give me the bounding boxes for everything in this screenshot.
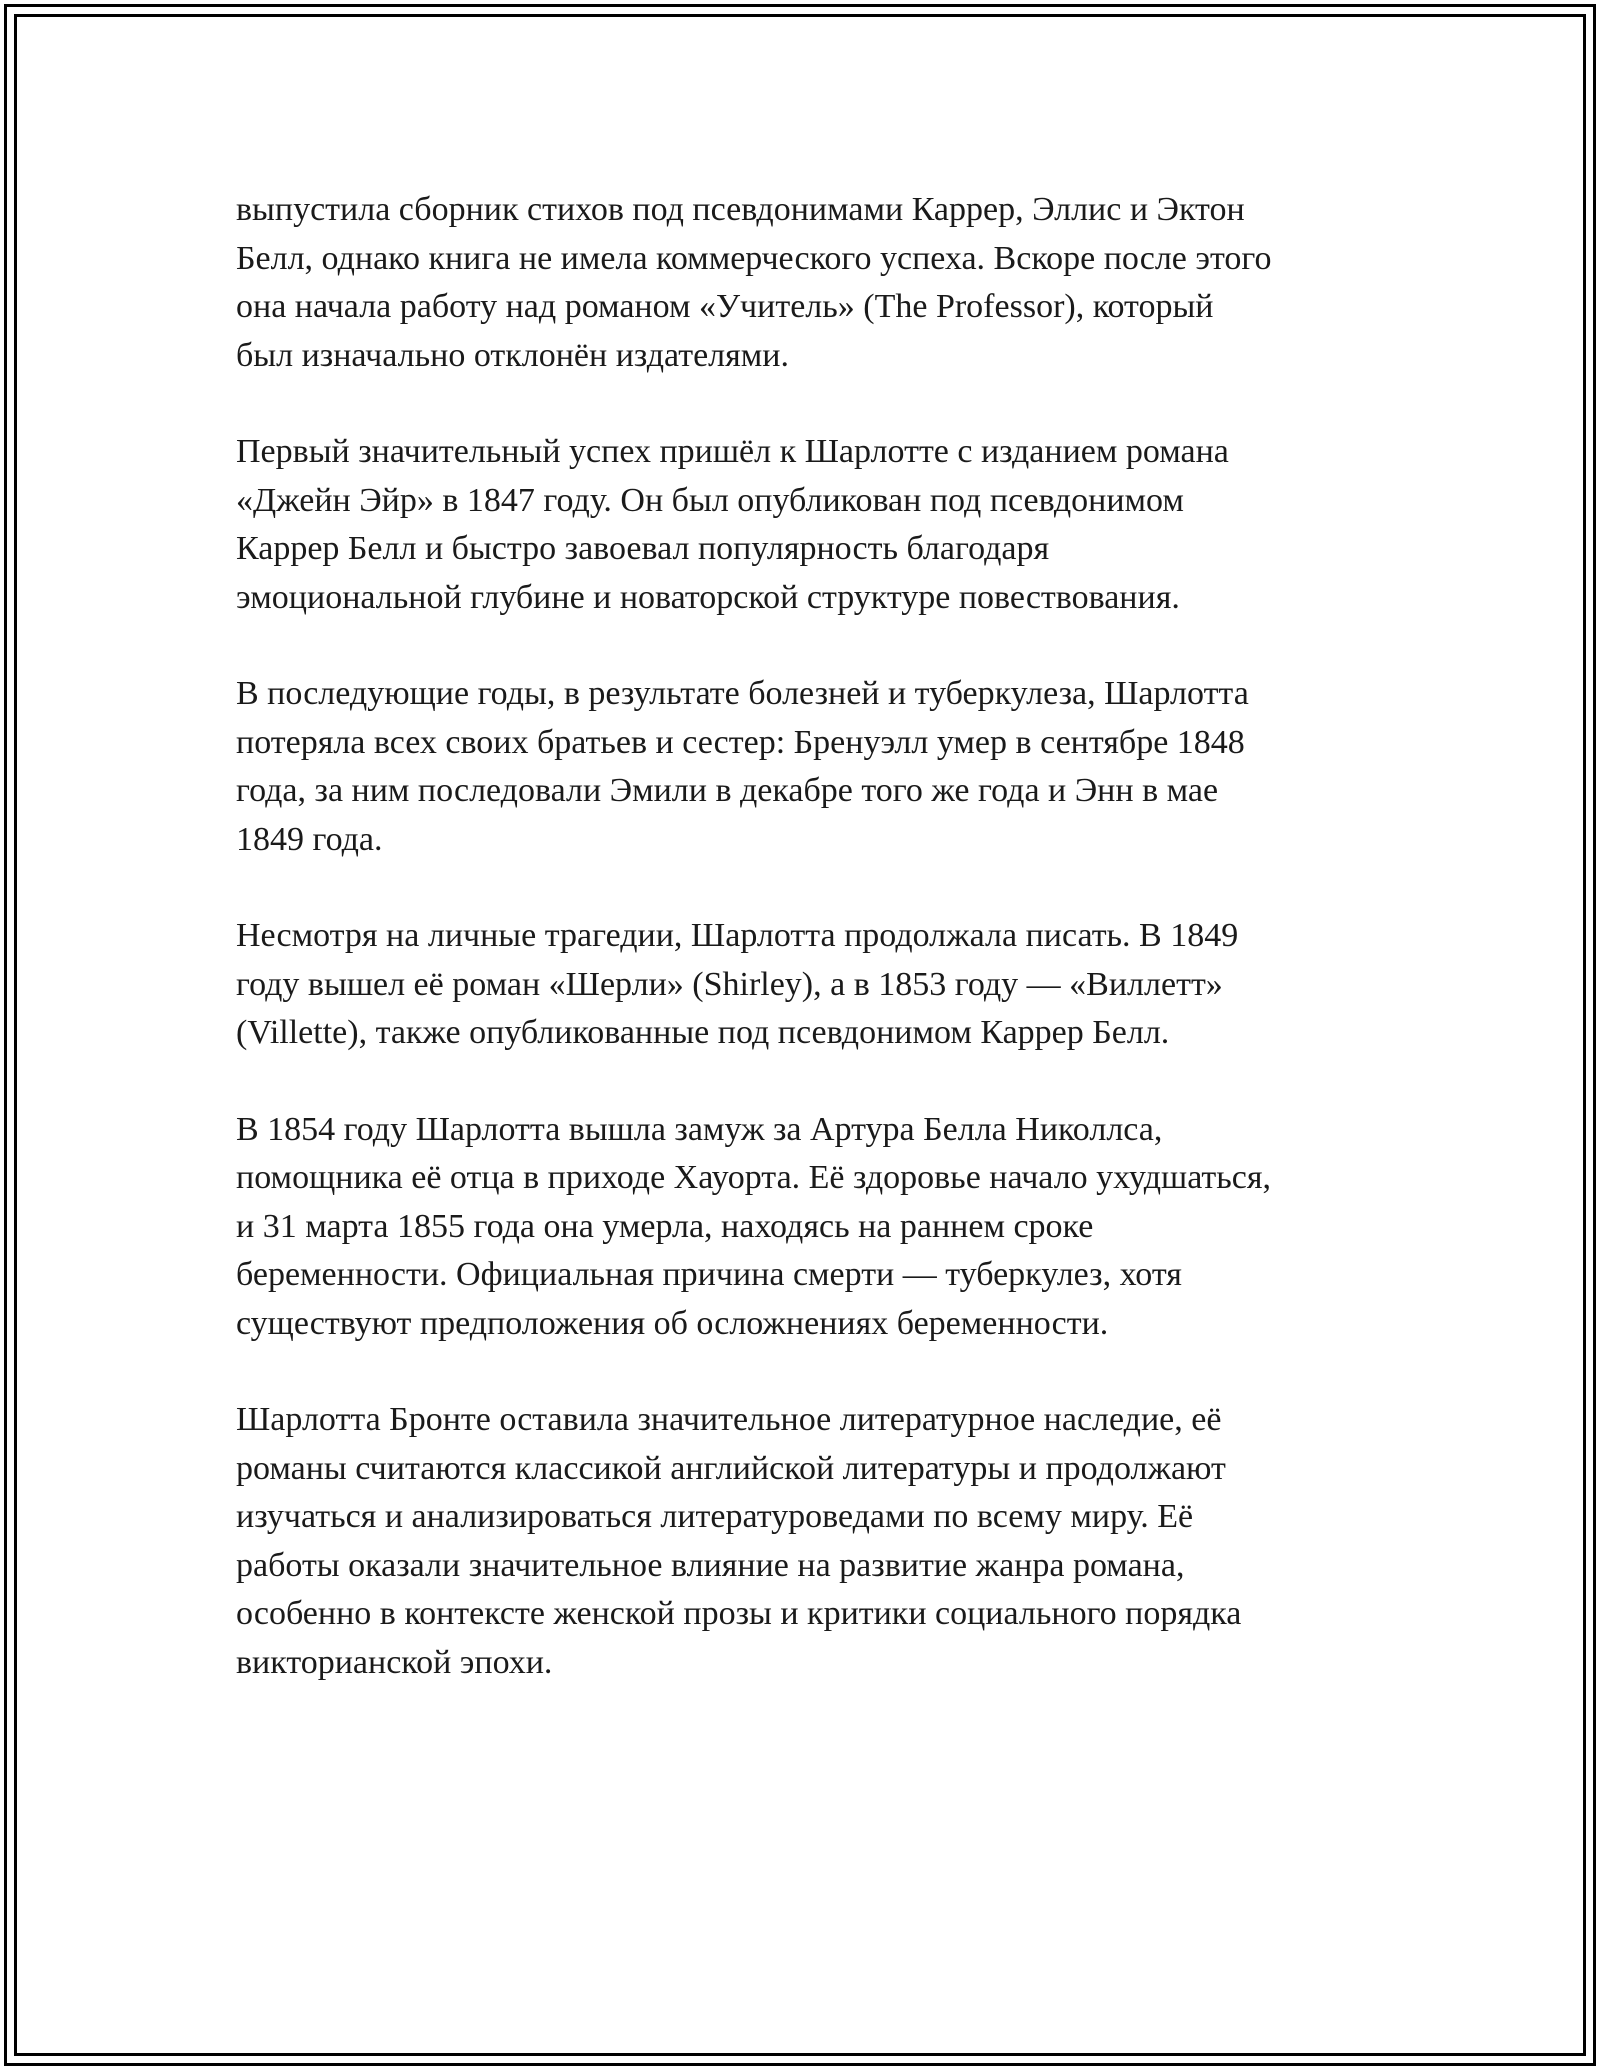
paragraph-6: Шарлотта Бронте оставила значительное литературное наследие, её романы считаются классикой английской литературы и продолжают изучаться и анализироваться литературоведами по всему миру. Её работы оказали значительное влияние на развитие жанра романа, особенно в контексте женской прозы и критики социального порядка викторианской эпохи. — [236, 1401, 1242, 1681]
paragraph-2: Первый значительный успех пришёл к Шарлотте с изданием романа «Джейн Эйр» в 1847 году. Он был опубликован под псевдонимом Каррер Белл и быстро завоевал популярность благодаря эмоциональной глубине и новаторской структуре повествования. — [236, 433, 1229, 616]
paragraph-5: В 1854 году Шарлотта вышла замуж за Артура Белла Николлса, помощника её отца в приходе Хауорта. Её здоровье начало ухудшаться, и 31 марта 1855 года она умерла, находясь на раннем сроке беременности. Официальная причина смерти — туберкулез, хотя существуют предположения об осложнениях беременности. — [236, 1110, 1272, 1342]
paragraph-4: Несмотря на личные трагедии, Шарлотта продолжала писать. В 1849 году вышел её роман «Шерли» (Shirley), а в 1853 году — «Виллетт» (Villette), также опубликованные под псевдонимом Каррер Белл. — [236, 917, 1239, 1051]
paragraph-3: В последующие годы, в результате болезней и туберкулеза, Шарлотта потеряла всех своих братьев и сестер: Бренуэлл умер в сентябре 1848 года, за ним последовали Эмили в декабре того же года и Энн в мае 1849 года. — [236, 675, 1249, 858]
paragraph-1: выпустила сборник стихов под псевдонимами Каррер, Эллис и Эктон Белл, однако книга не имела коммерческого успеха. Вскоре после этого она начала работу над романом «Учитель» (The Professor), который был изначально отклонён издателями. — [236, 191, 1272, 374]
document-body — [236, 186, 1376, 1735]
